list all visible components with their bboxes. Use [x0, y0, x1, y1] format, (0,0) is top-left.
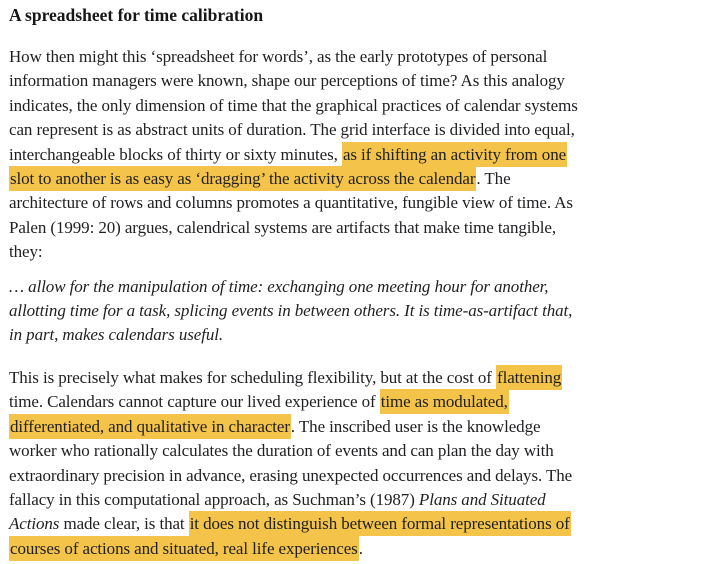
text-line [9, 240, 698, 264]
text-line [9, 299, 698, 323]
highlighted-text: slot to another is as easy as ‘dragging’ the activity across the calendar [9, 166, 476, 191]
text-segment: interchangeable blocks of thirty or sixty minutes, [9, 144, 342, 164]
text-segment: fallacy in this computational approach, as Suchman’s (1987) [9, 489, 419, 509]
text-segment: extraordinary precision in advance, erasing unexpected occurrences and delays. The [9, 465, 573, 485]
text-segment: Palen (1999: 20) argues, calendrical systems are artifacts that make time tangible, [9, 217, 556, 237]
text-segment: indicates, the only dimension of time that the graphical practices of calendar systems [9, 95, 578, 115]
text-line [9, 94, 698, 118]
text-line [9, 415, 698, 439]
text-segment: . [358, 538, 363, 558]
text-segment: information managers were known, shape our perceptions of time? As this analogy [9, 71, 565, 91]
text-line [9, 323, 698, 347]
highlighted-text: differentiated, and qualitative in character [9, 414, 291, 439]
text-segment: allotting time for a task, splicing events in between others. It is time-as-artifact that, [9, 301, 573, 321]
highlighted-text: as if shifting an activity from one [342, 142, 567, 167]
highlighted-text: flattening [496, 365, 562, 390]
text-line [9, 439, 698, 463]
text-line [9, 216, 698, 240]
text-line [9, 118, 698, 142]
text-segment: This is precisely what makes for scheduling flexibility, but at the cost of [9, 367, 497, 387]
text-segment: can represent is as abstract units of duration. The grid interface is divided into equal, [9, 120, 575, 140]
highlighted-text: time as modulated, [380, 389, 509, 414]
paragraph-1 [9, 45, 698, 265]
text-segment: architecture of rows and columns promotes a quantitative, fungible view of time. As [9, 193, 573, 213]
text-segment: time. Calendars cannot capture our lived experience of [9, 392, 380, 412]
text-line [9, 191, 698, 215]
text-segment: Actions [9, 514, 60, 534]
paragraph-2 [9, 275, 698, 348]
text-segment: How then might this ‘spreadsheet for words’, as the early prototypes of personal [9, 47, 548, 66]
text-line [9, 69, 698, 93]
paragraph-3 [9, 366, 698, 561]
text-segment: Plans and Situated [418, 489, 546, 509]
text-line [9, 275, 698, 299]
text-segment: made clear, is that [59, 514, 189, 534]
text-segment: they: [9, 242, 43, 262]
highlighted-text: courses of actions and situated, real life experiences [9, 536, 359, 561]
text-segment: in part, makes calendars useful. [9, 325, 223, 345]
text-line [9, 390, 698, 414]
text-segment: worker who rationally calculates the duration of events and can plan the day with [9, 441, 554, 461]
text-segment: . The inscribed user is the knowledge [290, 416, 541, 436]
text-line [9, 45, 698, 69]
text-segment: … allow for the manipulation of time: exchanging one meeting hour for another, [9, 276, 549, 296]
text-line [9, 366, 698, 390]
text-segment: . The [476, 169, 511, 189]
text-line [9, 464, 698, 488]
text-line [9, 143, 698, 167]
highlighted-text: it does not distinguish between formal representations of [189, 511, 571, 536]
section-heading: A spreadsheet for time calibration [9, 5, 264, 25]
document-body [9, 45, 698, 561]
text-line [9, 512, 698, 536]
text-line [9, 167, 698, 191]
text-line [9, 537, 698, 561]
text-line [9, 488, 698, 512]
